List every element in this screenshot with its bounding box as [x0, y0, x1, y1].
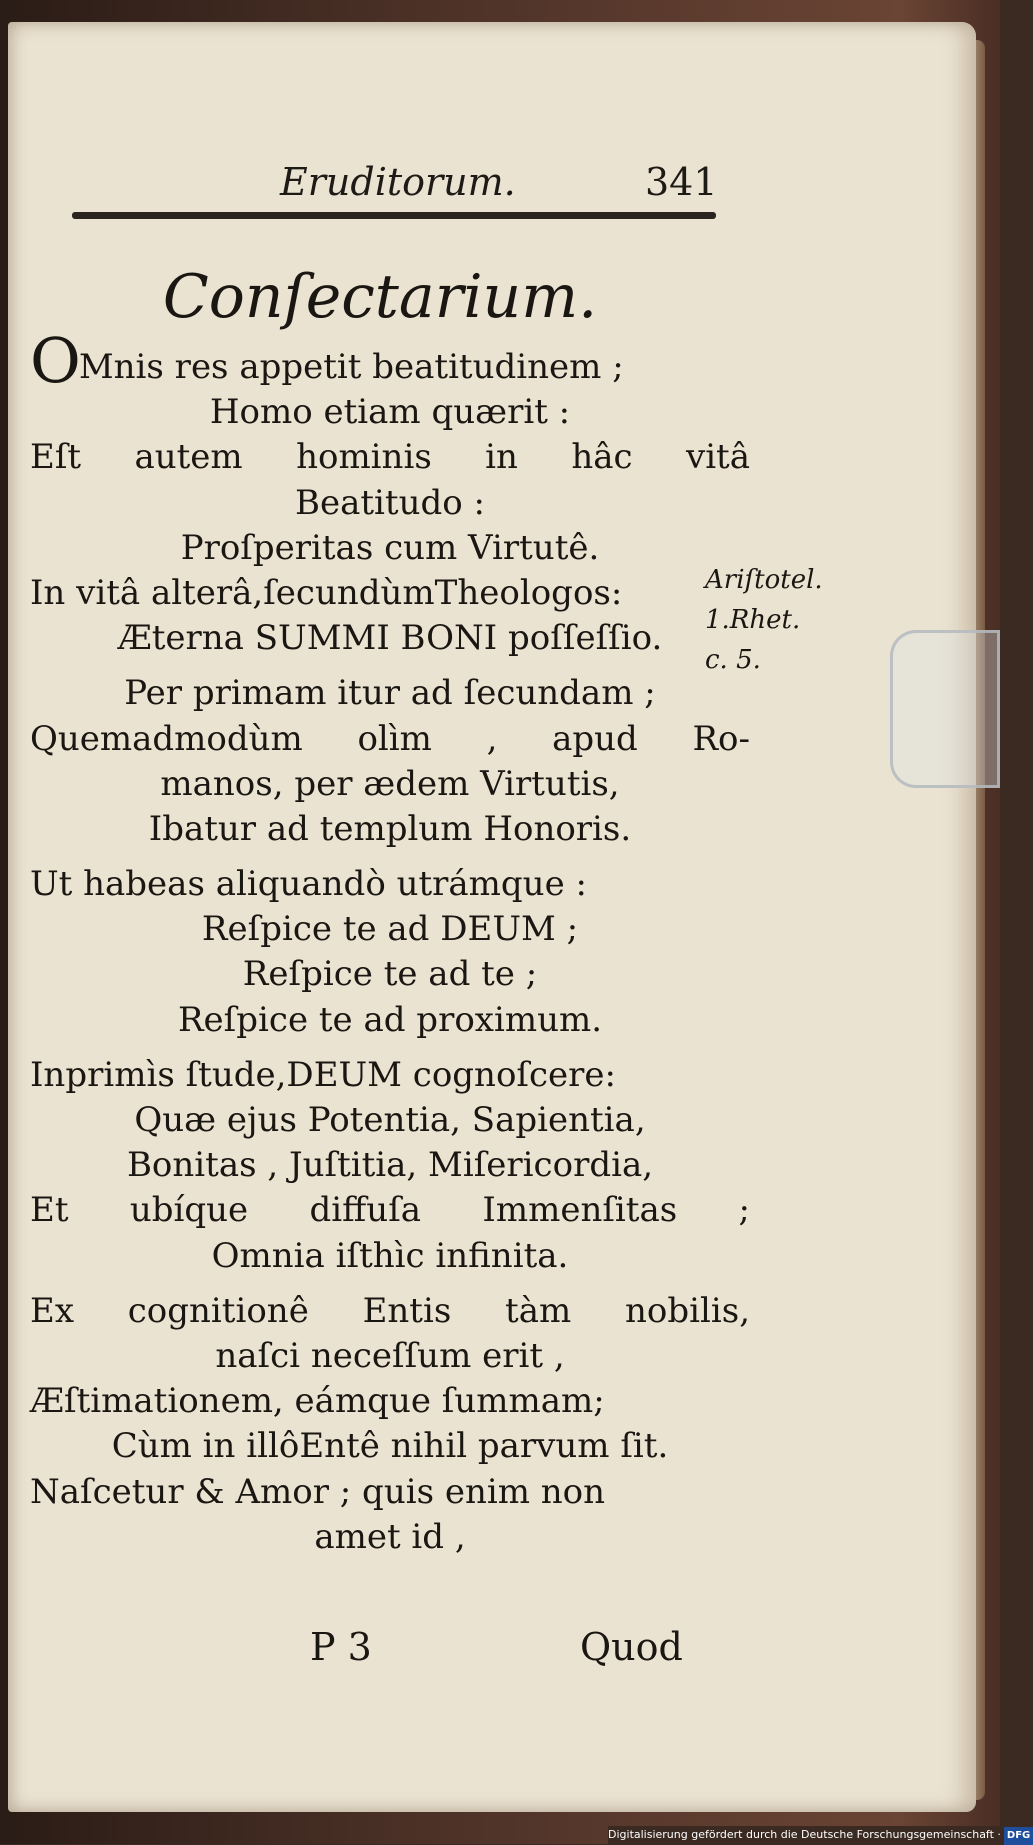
text-line-content: Cùm in illôEntê nihil parvum ſit.: [111, 1426, 669, 1467]
text-line: [30, 807, 750, 852]
text-line: [30, 1470, 750, 1515]
text-line: [30, 862, 750, 907]
text-line: [30, 616, 750, 661]
section-heading: Conſectarium.: [162, 262, 598, 332]
text-line: [30, 1379, 750, 1424]
text-line: [30, 1188, 750, 1233]
page-clip: [890, 630, 1000, 788]
catchword: Quod: [580, 1625, 683, 1669]
text-line: [30, 1143, 750, 1188]
stanza-gap: [30, 852, 750, 862]
text-line-content: Æterna SUMMI BONI poſſeſſio.: [117, 618, 663, 659]
catch-line: [300, 1625, 720, 1675]
text-line: [30, 390, 750, 435]
text-line: [30, 435, 750, 480]
text-line: [30, 762, 750, 807]
text-line-content: Beatitudo :: [295, 482, 485, 523]
text-line: [30, 671, 750, 716]
text-line: [30, 1098, 750, 1143]
body-text: [30, 324, 750, 1560]
margin-note: c. 5.: [705, 645, 761, 675]
text-line-content: Reſpice te ad te ;: [242, 954, 538, 995]
margin-note: 1.Rhet.: [705, 605, 801, 635]
text-line-content: Homo etiam quærit :: [209, 392, 571, 433]
stanza-gap: [30, 1043, 750, 1053]
text-line-content: Æſtimationem, eámque ſummam;: [30, 1381, 605, 1422]
text-line: [30, 907, 750, 952]
running-head-title: Eruditorum.: [280, 160, 516, 204]
text-line: [30, 1424, 750, 1469]
text-line: [30, 1289, 750, 1334]
text-line-content: Proſperitas cum Virtutê.: [180, 527, 600, 568]
text-line: [30, 1515, 750, 1560]
page-number: 341: [645, 160, 718, 204]
text-line: [30, 526, 750, 571]
text-line-content: Eſt autem hominis in hâc vitâ: [30, 437, 750, 478]
text-line-content: Naſcetur & Amor ; quis enim non: [30, 1471, 606, 1512]
text-line-content: Reſpice te ad DEUM ;: [201, 909, 579, 950]
margin-note: Ariſtotel.: [705, 565, 823, 595]
signature-mark: P 3: [310, 1625, 372, 1669]
text-line: [30, 1234, 750, 1279]
text-line: [30, 1334, 750, 1379]
text-line-content: Reſpice te ad proximum.: [177, 999, 603, 1040]
text-line-content: In vitâ alterâ,ſecundùmTheologos:: [30, 572, 623, 613]
text-line-content: Quemadmodùm olìm , apud Ro-: [30, 718, 750, 759]
text-line-content: Bonitas , Juſtitia, Miſericordia,: [126, 1145, 654, 1186]
text-line-content: naſci neceſſum erit ,: [215, 1335, 565, 1376]
text-line-content: Ibatur ad templum Honoris.: [148, 808, 632, 849]
text-line: [30, 998, 750, 1043]
digitization-credit-text: Digitalisierung gefördert durch die Deutsche Forschungsgemeinschaft ·: [608, 1828, 1001, 1841]
digitization-credit: [608, 1826, 1031, 1844]
text-line-content: Quæ ejus Potentia, Sapientia,: [134, 1100, 646, 1140]
text-line-content: Inprimìs ſtude,DEUM cognoſcere:: [30, 1054, 617, 1095]
text-line-content: Ex cognitionê Entis tàm nobilis,: [30, 1290, 750, 1331]
text-line: [30, 952, 750, 997]
text-line-content: manos, per ædem Virtutis,: [160, 763, 620, 804]
text-line: [30, 717, 750, 762]
stanza-gap: [30, 661, 750, 671]
text-line-content: Et ubíque diffuſa Immenſitas ;: [30, 1190, 750, 1231]
text-line: [30, 481, 750, 526]
text-line-content: Mnis res appetit beatitudinem ;: [78, 347, 624, 387]
text-line-content: amet id ,: [314, 1516, 466, 1557]
text-line: [30, 324, 750, 397]
text-line-content: Per primam itur ad ſecundam ;: [124, 673, 656, 714]
header-rule: [72, 212, 716, 219]
stanza-gap: [30, 1279, 750, 1289]
dfg-logo-icon: DFG: [1004, 1827, 1033, 1845]
text-line: [30, 1053, 750, 1098]
running-head: [70, 160, 720, 220]
text-line-content: Omnia iſthìc infinita.: [211, 1235, 569, 1276]
margin-notes: [705, 560, 865, 680]
text-line: [30, 571, 750, 616]
text-line-content: Ut habeas aliquandò utrámque :: [30, 864, 587, 905]
drop-cap: O: [30, 324, 81, 397]
